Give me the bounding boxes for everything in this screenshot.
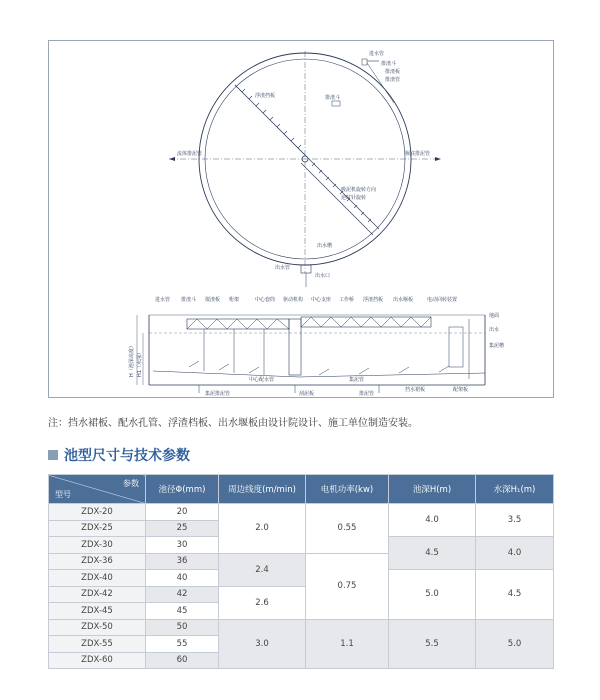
section-square-icon (48, 450, 58, 460)
header-diameter: 池径Φ(mm) (146, 475, 219, 504)
side-label-4: 配架板 (453, 387, 469, 393)
diameter-cell: 30 (146, 537, 219, 554)
diameter-cell: 42 (146, 586, 219, 603)
speed-cell: 2.0 (219, 504, 306, 554)
header-power: 电机功率(kw) (306, 475, 389, 504)
plan-view (169, 51, 441, 287)
power-cell: 0.55 (306, 504, 389, 554)
diameter-cell: 36 (146, 553, 219, 570)
table-header-row (49, 475, 554, 504)
diameter-cell: 50 (146, 619, 219, 636)
label-outlet: 出水口 (315, 273, 331, 279)
label-sludge-pipe: 流体排泥管 (177, 151, 203, 157)
label-scum-hopper: 排渣斗 (325, 95, 341, 101)
sec-label-10: 电动回转装置 (427, 297, 458, 303)
sec-label-1: 排渣斗 (181, 297, 197, 303)
power-cell: 1.1 (306, 619, 389, 669)
header-depth: 池深H(m) (389, 475, 476, 504)
water-depth-cell: 4.5 (476, 570, 554, 620)
side-label-0: 地面 (489, 313, 500, 319)
side-label-1: 出水 (489, 327, 500, 333)
vertical-label-h1: H1（水深） (137, 350, 143, 377)
corner-top-label: 参数 (123, 479, 139, 488)
outlet-box (301, 265, 311, 273)
sec-label-7: 工作桥 (339, 297, 355, 303)
corner-bottom-label: 型号 (55, 490, 71, 499)
speed-cell: 2.4 (219, 553, 306, 586)
model-cell: ZDX-42 (49, 586, 146, 603)
header-speed: 周边线度(m/min) (219, 475, 306, 504)
parameter-table (48, 474, 554, 669)
scraper-arm-lower (301, 159, 379, 235)
section-view (137, 315, 485, 393)
sec-label-0: 进水管 (155, 297, 171, 303)
label-scum-groove: 排渣斗 (381, 61, 397, 67)
bottom-label-3: 集泥管 (349, 377, 365, 383)
sec-label-3: 桁架 (229, 297, 240, 303)
depth-cell: 5.5 (389, 619, 476, 669)
side-label-2: 集泥槽 (489, 343, 505, 349)
label-outlet-groove: 出水槽 (317, 243, 333, 249)
diameter-cell: 45 (146, 603, 219, 620)
model-cell: ZDX-45 (49, 603, 146, 620)
section-heading (48, 446, 190, 464)
sec-label-8: 浮渣挡板 (363, 297, 384, 303)
model-cell: ZDX-30 (49, 537, 146, 554)
diameter-cell: 55 (146, 636, 219, 653)
model-cell: ZDX-55 (49, 636, 146, 653)
diameter-cell: 60 (146, 652, 219, 669)
label-outlet-pipe: 出水管 (275, 265, 291, 271)
power-cell: 0.75 (306, 553, 389, 619)
water-depth-cell: 5.0 (476, 619, 554, 669)
label-rotation-2: 逆时针旋转 (341, 195, 367, 201)
table-row (49, 619, 554, 636)
depth-cell: 4.5 (389, 537, 476, 570)
plan-labels (177, 50, 430, 279)
model-cell: ZDX-20 (49, 504, 146, 521)
sec-label-5: 驱动机构 (283, 297, 304, 303)
drawing-svg (49, 41, 553, 397)
corner-cell (49, 475, 146, 504)
diameter-cell: 40 (146, 570, 219, 587)
bottom-label-4: 排泥管 (359, 391, 375, 397)
technical-drawing (48, 40, 554, 398)
label-rotation: 吸泥机旋转方向 (341, 187, 377, 193)
water-depth-cell: 3.5 (476, 504, 554, 537)
depth-cell: 4.0 (389, 504, 476, 537)
side-label-3: 挡水裙板 (405, 387, 426, 393)
section-labels (128, 296, 504, 397)
diameter-cell: 25 (146, 520, 219, 537)
model-cell: ZDX-40 (49, 570, 146, 587)
bottom-label-2: 刮泥板 (299, 391, 315, 397)
header-water-depth: 水深H₁(m) (476, 475, 554, 504)
water-depth-cell: 4.0 (476, 537, 554, 570)
table-row (49, 504, 554, 521)
model-cell: ZDX-50 (49, 619, 146, 636)
vertical-label-h: H（池深高度） (129, 343, 135, 377)
sec-label-6: 中心支座 (311, 297, 332, 303)
label-scum-pipe: 排渣管 (385, 77, 401, 83)
installation-note: 注：挡水裙板、配水孔管、浮渣档板、出水堰板由设计院设计、施工单位制造安装。 (48, 418, 418, 429)
sec-label-4: 中心套筒 (255, 297, 276, 303)
label-inlet-pipe: 进水管 (369, 51, 385, 57)
label-scum-plate: 排渣板 (385, 69, 401, 75)
speed-cell: 3.0 (219, 619, 306, 669)
diameter-cell: 20 (146, 504, 219, 521)
sec-label-2: 搅渣板 (205, 297, 221, 303)
model-cell: ZDX-36 (49, 553, 146, 570)
bottom-label-1: 中心配水管 (249, 377, 275, 383)
sec-label-9: 出水堰板 (393, 297, 414, 303)
scum-hopper (332, 101, 340, 106)
model-cell: ZDX-60 (49, 652, 146, 669)
depth-cell: 5.0 (389, 570, 476, 620)
label-scum-baffle: 浮渣挡板 (255, 93, 276, 99)
model-cell: ZDX-25 (49, 520, 146, 537)
section-title: 池型尺寸与技术参数 (64, 448, 190, 464)
speed-cell: 2.6 (219, 586, 306, 619)
label-drain-pipe: 堰底排泥管 (405, 151, 431, 157)
bottom-label-0: 集泥排泥管 (205, 391, 231, 397)
